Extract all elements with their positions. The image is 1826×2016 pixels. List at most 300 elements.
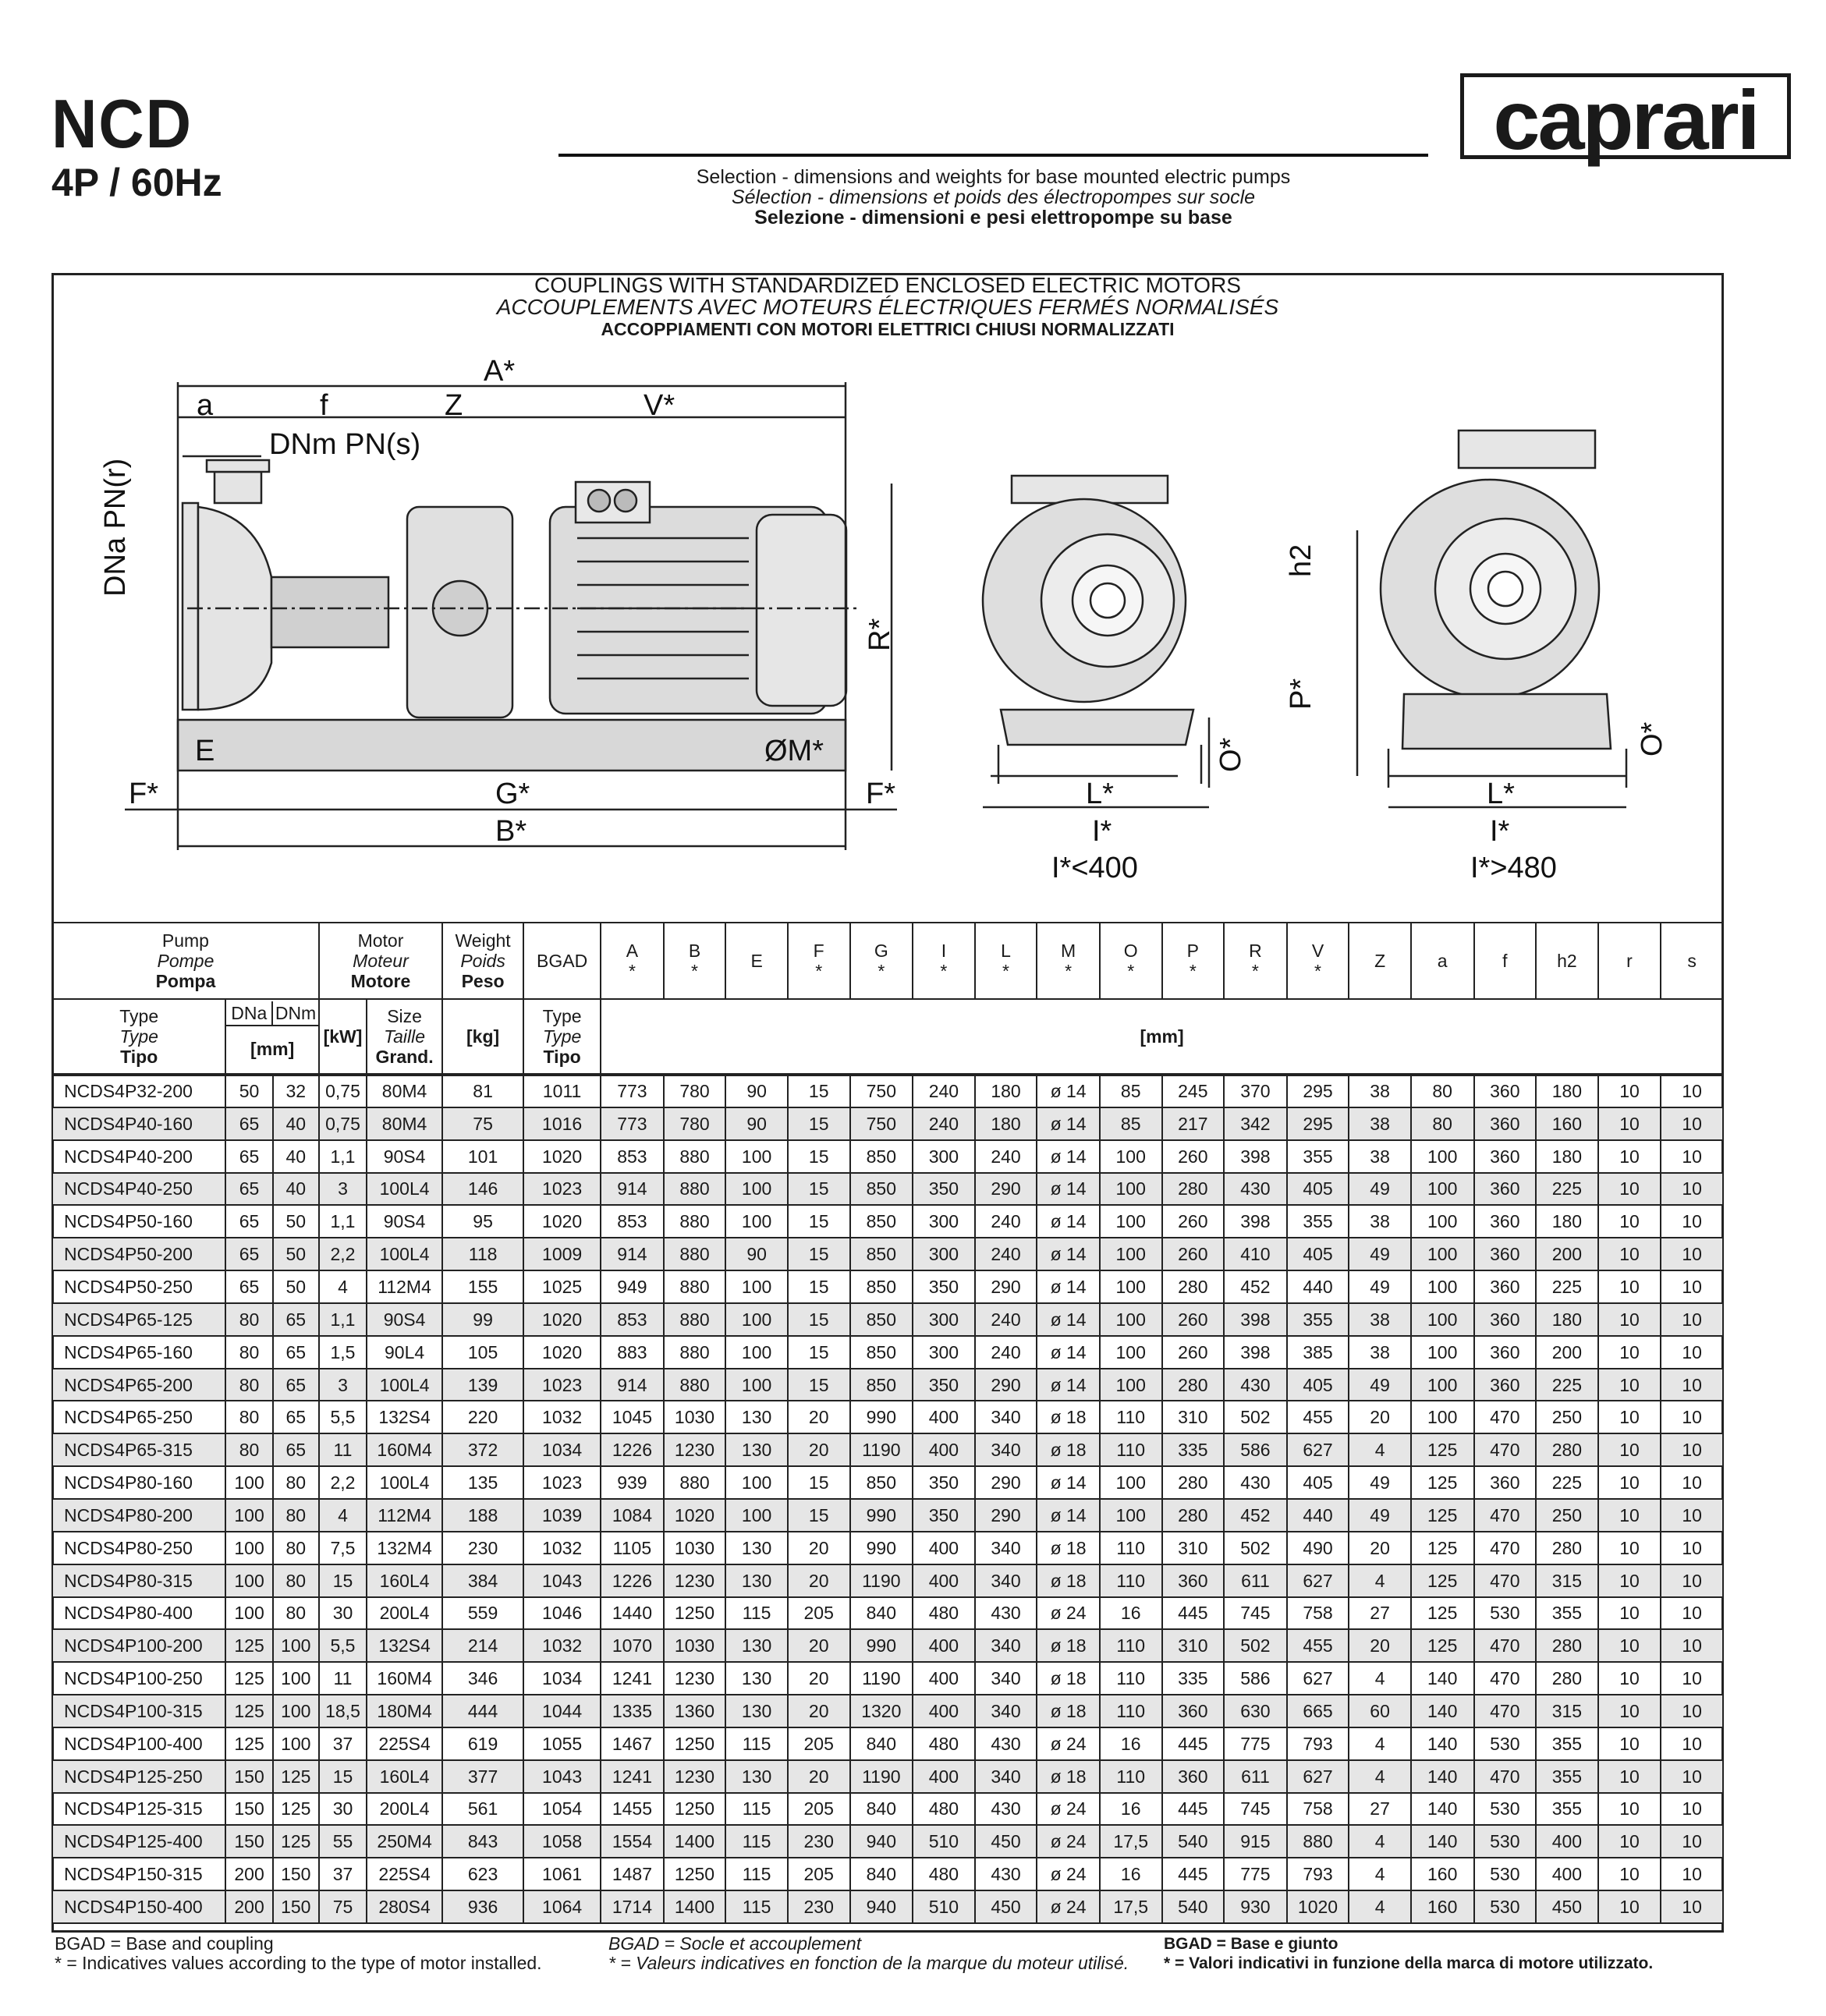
table-cell: 793	[1287, 1858, 1349, 1890]
footnote-it: BGAD = Base e giunto * = Valori indicativi in funzione della marca di motore utilizzato.	[1164, 1935, 1654, 1972]
table-cell: 452	[1224, 1499, 1287, 1532]
table-cell: 150	[273, 1858, 319, 1890]
table-cell: 100	[1411, 1336, 1474, 1369]
table-cell: 400	[913, 1532, 975, 1564]
table-cell: 125	[273, 1760, 319, 1793]
table-cell: 914	[601, 1369, 664, 1401]
table-cell: 230	[788, 1890, 850, 1923]
table-cell: 430	[975, 1727, 1037, 1760]
table-cell: 1016	[523, 1107, 601, 1140]
table-cell: 502	[1224, 1629, 1287, 1662]
table-cell: 125	[1411, 1466, 1474, 1499]
terminal-box	[576, 482, 650, 523]
table-cell: 915	[1224, 1825, 1287, 1858]
table-cell: 1023	[523, 1369, 601, 1401]
table-cell: 150	[225, 1760, 272, 1793]
table-cell: 130	[725, 1401, 788, 1433]
table-cell: 125	[1411, 1433, 1474, 1466]
table-cell: 125	[1411, 1629, 1474, 1662]
table-cell: 90	[725, 1107, 788, 1140]
table-cell: 470	[1474, 1629, 1537, 1662]
table-cell: 20	[1349, 1401, 1411, 1433]
table-cell: 340	[975, 1695, 1037, 1727]
table-cell: ø 24	[1037, 1793, 1100, 1826]
table-cell: 230	[788, 1825, 850, 1858]
table-cell: 342	[1224, 1107, 1287, 1140]
table-cell: 530	[1474, 1727, 1537, 1760]
table-cell: 1455	[601, 1793, 664, 1826]
pump-bearing	[271, 577, 388, 647]
table-cell: 840	[850, 1858, 913, 1890]
table-cell: 405	[1287, 1369, 1349, 1401]
table-cell: 355	[1287, 1140, 1349, 1173]
table-cell: 10	[1661, 1433, 1723, 1466]
pump-type-cell: NCDS4P50-250	[52, 1270, 225, 1303]
table-cell: 10	[1661, 1336, 1723, 1369]
table-cell: 1020	[523, 1303, 601, 1336]
table-cell: 49	[1349, 1270, 1411, 1303]
pump-type-cell: NCDS4P125-250	[52, 1760, 225, 1793]
table-cell: 150	[273, 1890, 319, 1923]
label-I-lt-400: I*<400	[1051, 852, 1138, 884]
table-cell: 1,1	[319, 1140, 367, 1173]
table-cell: 510	[913, 1890, 975, 1923]
table-cell: 100	[725, 1303, 788, 1336]
table-cell: 101	[442, 1140, 523, 1173]
header-rule	[558, 154, 1428, 157]
table-cell: 130	[725, 1433, 788, 1466]
col-header-O: O *	[1100, 923, 1162, 999]
table-cell: 90S4	[367, 1205, 442, 1238]
table-cell: 1030	[664, 1532, 726, 1564]
table-cell: 50	[225, 1075, 272, 1107]
table-cell: 10	[1598, 1793, 1661, 1826]
table-cell: ø 18	[1037, 1629, 1100, 1662]
table-cell: 400	[913, 1401, 975, 1433]
table-cell: 10	[1598, 1825, 1661, 1858]
table-cell: 315	[1536, 1564, 1598, 1597]
table-cell: 1032	[523, 1401, 601, 1433]
table-cell: 50	[273, 1270, 319, 1303]
col-header-L: L *	[975, 923, 1037, 999]
table-cell: 49	[1349, 1173, 1411, 1206]
table-cell: 1,1	[319, 1205, 367, 1238]
table-cell: 1045	[601, 1401, 664, 1433]
label-DNm: DNm PN(s)	[269, 428, 421, 461]
table-cell: 10	[1598, 1205, 1661, 1238]
table-cell: 150	[225, 1793, 272, 1826]
table-cell: 350	[913, 1499, 975, 1532]
pump-type-cell: NCDS4P80-200	[52, 1499, 225, 1532]
table-cell: 80	[225, 1303, 272, 1336]
table-cell: 480	[913, 1858, 975, 1890]
table-cell: 1105	[601, 1532, 664, 1564]
table-cell: 773	[601, 1075, 664, 1107]
table-cell: 430	[1224, 1466, 1287, 1499]
table-cell: 100	[1100, 1173, 1162, 1206]
table-cell: 4	[319, 1270, 367, 1303]
table-cell: 80M4	[367, 1075, 442, 1107]
label-G: G*	[495, 778, 530, 810]
table-cell: 5,5	[319, 1401, 367, 1433]
table-cell: 10	[1661, 1499, 1723, 1532]
table-cell: ø 18	[1037, 1695, 1100, 1727]
table-cell: 16	[1100, 1597, 1162, 1630]
table-cell: 430	[975, 1793, 1037, 1826]
table-cell: ø 18	[1037, 1760, 1100, 1793]
table-cell: 100	[1100, 1205, 1162, 1238]
table-cell: 75	[442, 1107, 523, 1140]
pump-dimension-drawing	[78, 351, 1708, 897]
table-cell: 125	[225, 1662, 272, 1695]
table-cell: 99	[442, 1303, 523, 1336]
mm-units-header: [mm]	[601, 999, 1723, 1075]
table-cell: 225	[1536, 1369, 1598, 1401]
table-cell: 405	[1287, 1466, 1349, 1499]
table-cell: 850	[850, 1270, 913, 1303]
table-cell: 452	[1224, 1270, 1287, 1303]
pump-type-cell: NCDS4P80-160	[52, 1466, 225, 1499]
table-cell: 360	[1474, 1336, 1537, 1369]
table-cell: 65	[273, 1433, 319, 1466]
table-cell: 398	[1224, 1336, 1287, 1369]
table-cell: 80	[273, 1564, 319, 1597]
table-cell: 450	[1536, 1890, 1598, 1923]
table-cell: ø 14	[1037, 1140, 1100, 1173]
label-A: A*	[484, 355, 516, 388]
table-cell: 530	[1474, 1890, 1537, 1923]
table-cell: 10	[1598, 1369, 1661, 1401]
table-cell: ø 18	[1037, 1401, 1100, 1433]
table-cell: 1020	[523, 1205, 601, 1238]
table-cell: 540	[1162, 1890, 1225, 1923]
table-cell: 15	[788, 1075, 850, 1107]
table-cell: 16	[1100, 1858, 1162, 1890]
table-cell: 130	[725, 1662, 788, 1695]
table-cell: 440	[1287, 1499, 1349, 1532]
table-cell: 360	[1162, 1564, 1225, 1597]
table-cell: 1230	[664, 1760, 726, 1793]
table-cell: 100	[1100, 1303, 1162, 1336]
table-cell: 1070	[601, 1629, 664, 1662]
table-cell: 10	[1661, 1401, 1723, 1433]
table-cell: 32	[273, 1075, 319, 1107]
table-cell: 630	[1224, 1695, 1287, 1727]
table-cell: 880	[664, 1270, 726, 1303]
table-cell: 1058	[523, 1825, 601, 1858]
label-M: ØM*	[764, 735, 824, 767]
table-cell: 360	[1474, 1075, 1537, 1107]
table-cell: 355	[1536, 1793, 1598, 1826]
table-cell: 758	[1287, 1597, 1349, 1630]
table-row	[52, 1825, 1723, 1858]
table-row	[52, 1369, 1723, 1401]
table-cell: 3	[319, 1173, 367, 1206]
section-heading	[51, 275, 1724, 340]
table-cell: 490	[1287, 1532, 1349, 1564]
table-cell: 140	[1411, 1793, 1474, 1826]
table-cell: 310	[1162, 1401, 1225, 1433]
table-cell: 883	[601, 1336, 664, 1369]
table-cell: 65	[225, 1205, 272, 1238]
selection-it: Selezione - dimensioni e pesi elettropompe su base	[754, 207, 1232, 229]
table-cell: 15	[788, 1466, 850, 1499]
table-cell: 853	[601, 1205, 664, 1238]
table-cell: 1034	[523, 1433, 601, 1466]
table-row	[52, 1173, 1723, 1206]
table-cell: 37	[319, 1727, 367, 1760]
table-cell: 1250	[664, 1858, 726, 1890]
table-cell: 10	[1598, 1173, 1661, 1206]
table-cell: 355	[1536, 1727, 1598, 1760]
label-Z: Z	[445, 389, 463, 422]
table-cell: 853	[601, 1303, 664, 1336]
table-cell: 400	[913, 1760, 975, 1793]
table-cell: 100	[1100, 1369, 1162, 1401]
table-cell: 1230	[664, 1662, 726, 1695]
table-cell: 1023	[523, 1173, 601, 1206]
table-cell: 627	[1287, 1760, 1349, 1793]
pump-type-cell: NCDS4P50-160	[52, 1205, 225, 1238]
table-cell: 850	[850, 1303, 913, 1336]
table-cell: 1043	[523, 1564, 601, 1597]
kw-header: [kW]	[319, 999, 367, 1075]
table-cell: 205	[788, 1727, 850, 1760]
col-header-R: R *	[1224, 923, 1287, 999]
table-cell: 627	[1287, 1662, 1349, 1695]
table-cell: 455	[1287, 1401, 1349, 1433]
table-cell: 1,1	[319, 1303, 367, 1336]
table-cell: 90	[725, 1075, 788, 1107]
table-cell: 1064	[523, 1890, 601, 1923]
col-header-r: r	[1598, 923, 1661, 999]
table-cell: 125	[1411, 1597, 1474, 1630]
table-cell: 200	[1536, 1238, 1598, 1270]
table-cell: 15	[788, 1140, 850, 1173]
selection-en: Selection - dimensions and weights for base mounted electric pumps	[696, 166, 1291, 188]
table-cell: 50	[273, 1205, 319, 1238]
label-I-gt-480: I*>480	[1470, 852, 1557, 884]
table-cell: 540	[1162, 1825, 1225, 1858]
table-row	[52, 1597, 1723, 1630]
table-cell: 880	[664, 1205, 726, 1238]
table-cell: 10	[1598, 1695, 1661, 1727]
pump-type-cell: NCDS4P65-250	[52, 1401, 225, 1433]
table-cell: 936	[442, 1890, 523, 1923]
table-cell: 780	[664, 1107, 726, 1140]
base-plate	[178, 720, 846, 771]
table-cell: 65	[225, 1238, 272, 1270]
table-cell: ø 14	[1037, 1205, 1100, 1238]
table-cell: 360	[1474, 1173, 1537, 1206]
table-cell: 180	[1536, 1075, 1598, 1107]
table-cell: 65	[225, 1270, 272, 1303]
table-cell: 2,2	[319, 1238, 367, 1270]
table-cell: 100	[225, 1466, 272, 1499]
table-cell: 10	[1661, 1205, 1723, 1238]
table-cell: 1400	[664, 1890, 726, 1923]
pump-type-cell: NCDS4P80-250	[52, 1532, 225, 1564]
table-cell: 27	[1349, 1597, 1411, 1630]
table-cell: 100	[1411, 1140, 1474, 1173]
table-cell: 139	[442, 1369, 523, 1401]
table-cell: 1046	[523, 1597, 601, 1630]
table-cell: 20	[788, 1760, 850, 1793]
pump-type-cell: NCDS4P65-125	[52, 1303, 225, 1336]
table-cell: 10	[1661, 1303, 1723, 1336]
table-cell: 135	[442, 1466, 523, 1499]
table-cell: 250	[1536, 1499, 1598, 1532]
table-cell: 10	[1598, 1629, 1661, 1662]
table-cell: 914	[601, 1173, 664, 1206]
table-cell: 430	[975, 1858, 1037, 1890]
table-cell: 240	[975, 1336, 1037, 1369]
table-cell: 160M4	[367, 1662, 442, 1695]
table-cell: 49	[1349, 1499, 1411, 1532]
table-cell: 37	[319, 1858, 367, 1890]
dn-header: DNa DNm [mm]	[225, 999, 318, 1075]
table-cell: 118	[442, 1238, 523, 1270]
table-cell: 355	[1287, 1205, 1349, 1238]
heading-en: COUPLINGS WITH STANDARDIZED ENCLOSED ELECTRIC MOTORS	[534, 273, 1241, 297]
table-cell: 1400	[664, 1825, 726, 1858]
table-cell: 350	[913, 1270, 975, 1303]
table-cell: 1320	[850, 1695, 913, 1727]
table-cell: 100	[1100, 1336, 1162, 1369]
table-cell: 100	[725, 1466, 788, 1499]
table-cell: 530	[1474, 1825, 1537, 1858]
table-cell: 1054	[523, 1793, 601, 1826]
table-cell: 300	[913, 1303, 975, 1336]
motor-fan-cover	[757, 515, 846, 706]
table-cell: 90S4	[367, 1303, 442, 1336]
table-cell: 4	[319, 1499, 367, 1532]
label-DNa: DNa PN(r)	[99, 458, 132, 597]
table-cell: ø 14	[1037, 1466, 1100, 1499]
table-cell: 65	[225, 1173, 272, 1206]
table-cell: 110	[1100, 1662, 1162, 1695]
table-cell: 110	[1100, 1433, 1162, 1466]
table-cell: 750	[850, 1107, 913, 1140]
pump-type-cell: NCDS4P125-315	[52, 1793, 225, 1826]
table-cell: 1025	[523, 1270, 601, 1303]
table-cell: 990	[850, 1401, 913, 1433]
table-cell: 1055	[523, 1727, 601, 1760]
table-cell: 100	[1411, 1205, 1474, 1238]
table-cell: 65	[273, 1336, 319, 1369]
table-cell: 502	[1224, 1401, 1287, 1433]
table-cell: 850	[850, 1173, 913, 1206]
table-cell: 0,75	[319, 1075, 367, 1107]
table-cell: 10	[1598, 1336, 1661, 1369]
table-cell: 132S4	[367, 1401, 442, 1433]
pump-type-cell: NCDS4P100-400	[52, 1727, 225, 1760]
table-cell: 10	[1661, 1597, 1723, 1630]
table-cell: 80	[225, 1336, 272, 1369]
col-header-F: F *	[788, 923, 850, 999]
table-cell: 10	[1661, 1858, 1723, 1890]
table-cell: ø 18	[1037, 1564, 1100, 1597]
table-cell: ø 24	[1037, 1825, 1100, 1858]
table-cell: 1190	[850, 1564, 913, 1597]
table-cell: 10	[1661, 1760, 1723, 1793]
table-cell: 80	[225, 1369, 272, 1401]
table-cell: 16	[1100, 1793, 1162, 1826]
table-cell: 10	[1598, 1401, 1661, 1433]
table-cell: 100	[225, 1564, 272, 1597]
table-cell: 10	[1598, 1499, 1661, 1532]
table-cell: 18,5	[319, 1695, 367, 1727]
table-cell: 400	[913, 1564, 975, 1597]
table-cell: 100	[1411, 1270, 1474, 1303]
table-row	[52, 1238, 1723, 1270]
table-cell: 160L4	[367, 1760, 442, 1793]
table-cell: 50	[273, 1238, 319, 1270]
table-cell: 1230	[664, 1564, 726, 1597]
table-cell: 155	[442, 1270, 523, 1303]
table-cell: 1011	[523, 1075, 601, 1107]
table-cell: 214	[442, 1629, 523, 1662]
table-cell: 100	[725, 1270, 788, 1303]
table-cell: 470	[1474, 1760, 1537, 1793]
table-row	[52, 1793, 1723, 1826]
table-cell: 430	[975, 1597, 1037, 1630]
pump-type-cell: NCDS4P32-200	[52, 1075, 225, 1107]
table-cell: 146	[442, 1173, 523, 1206]
table-cell: 773	[601, 1107, 664, 1140]
table-cell: 665	[1287, 1695, 1349, 1727]
table-row	[52, 1662, 1723, 1695]
table-cell: 400	[913, 1629, 975, 1662]
table-cell: 990	[850, 1629, 913, 1662]
table-cell: 1226	[601, 1433, 664, 1466]
table-cell: 49	[1349, 1238, 1411, 1270]
table-cell: 290	[975, 1466, 1037, 1499]
table-cell: 350	[913, 1466, 975, 1499]
table-cell: 939	[601, 1466, 664, 1499]
table-cell: 65	[273, 1401, 319, 1433]
table-cell: 38	[1349, 1075, 1411, 1107]
table-cell: 38	[1349, 1336, 1411, 1369]
label-B: B*	[495, 815, 527, 848]
table-row	[52, 1303, 1723, 1336]
table-cell: 1250	[664, 1793, 726, 1826]
table-cell: 250	[1536, 1401, 1598, 1433]
table-cell: 775	[1224, 1727, 1287, 1760]
table-cell: 350	[913, 1369, 975, 1401]
table-cell: 110	[1100, 1564, 1162, 1597]
table-cell: 20	[1349, 1629, 1411, 1662]
table-cell: 160L4	[367, 1564, 442, 1597]
table-cell: 188	[442, 1499, 523, 1532]
table-cell: 370	[1224, 1075, 1287, 1107]
table-cell: 470	[1474, 1499, 1537, 1532]
table-cell: 100	[273, 1727, 319, 1760]
table-cell: 1487	[601, 1858, 664, 1890]
table-cell: 132M4	[367, 1532, 442, 1564]
table-cell: 280	[1162, 1369, 1225, 1401]
table-cell: 15	[788, 1303, 850, 1336]
table-cell: 1043	[523, 1760, 601, 1793]
col-header-f: f	[1474, 923, 1537, 999]
table-cell: 10	[1598, 1858, 1661, 1890]
table-cell: 1360	[664, 1695, 726, 1727]
table-cell: 10	[1598, 1532, 1661, 1564]
table-cell: 990	[850, 1532, 913, 1564]
table-cell: 10	[1661, 1173, 1723, 1206]
table-cell: 40	[273, 1107, 319, 1140]
table-cell: 100	[725, 1369, 788, 1401]
